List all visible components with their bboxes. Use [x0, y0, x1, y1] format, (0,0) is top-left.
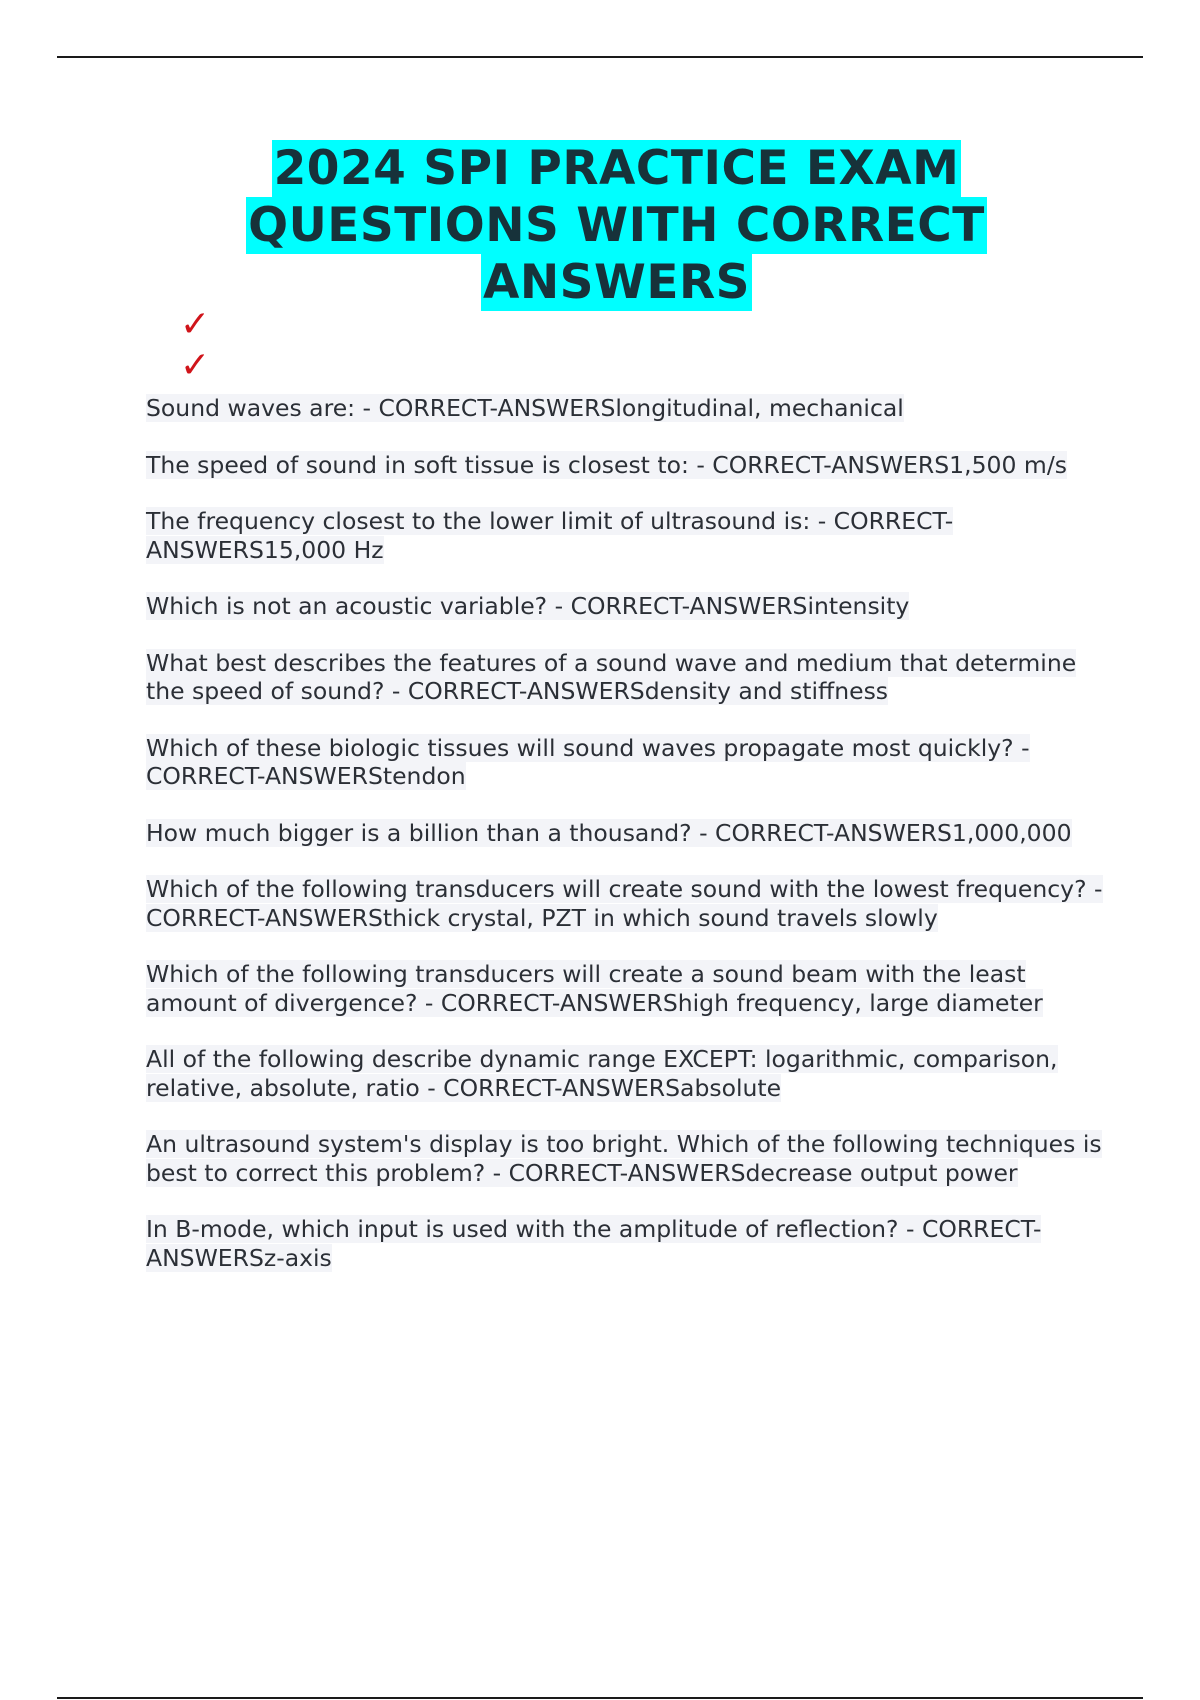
question-item	[146, 960, 1106, 1017]
question-text: Which of the following transducers will create a sound beam with the least amount of divergence? - CORRECT-ANSWERShigh frequency, large diameter	[146, 960, 1043, 1017]
question-text: Which of the following transducers will create sound with the lowest frequency? - CORRECT-ANSWERSthick crystal, PZT in which sound travels slowly	[146, 875, 1103, 932]
title-line-3: ANSWERS	[482, 255, 751, 310]
question-list	[146, 394, 1106, 1300]
question-item	[146, 507, 1106, 564]
question-text: How much bigger is a billion than a thousand? - CORRECT-ANSWERS1,000,000	[146, 818, 1072, 847]
question-item	[146, 1215, 1106, 1272]
title-line-1: 2024 SPI PRACTICE EXAM	[273, 141, 960, 196]
question-text: Sound waves are: - CORRECT-ANSWERSlongitudinal, mechanical	[146, 394, 904, 422]
checkmark-icon: ✓	[180, 304, 211, 345]
question-text: Which is not an acoustic variable? - CORRECT-ANSWERSintensity	[146, 592, 910, 620]
question-item	[146, 1045, 1106, 1102]
title-line-2: QUESTIONS WITH CORRECT	[248, 198, 985, 253]
question-item	[146, 592, 1106, 621]
question-text: The frequency closest to the lower limit of ultrasound is: - CORRECT-ANSWERS15,000 Hz	[146, 507, 954, 564]
question-item	[146, 649, 1106, 706]
question-text: All of the following describe dynamic range EXCEPT: logarithmic, comparison, relative, absolute, ratio - CORRECT-ANSWERSabsolute	[146, 1045, 1058, 1102]
question-text: An ultrasound system's display is too bright. Which of the following techniques is best to correct this problem? - CORRECT-ANSWERSdecrease output power	[146, 1130, 1102, 1187]
question-item	[146, 734, 1106, 791]
question-text: What best describes the features of a sound wave and medium that determine the speed of sound? - CORRECT-ANSWERSdensity and stiffness	[146, 648, 1077, 705]
question-item	[146, 451, 1106, 480]
check-marks	[180, 304, 210, 386]
question-text: Which of these biologic tissues will sound waves propagate most quickly? - CORRECT-ANSWERStendon	[146, 733, 1030, 790]
top-rule	[57, 56, 1143, 58]
question-item	[146, 819, 1106, 848]
question-item	[146, 1130, 1106, 1187]
page-title	[0, 140, 1200, 311]
question-item	[146, 394, 1106, 423]
question-item	[146, 875, 1106, 932]
question-text: In B-mode, which input is used with the amplitude of reflection? - CORRECT-ANSWERSz-axis	[146, 1215, 1042, 1272]
checkmark-icon: ✓	[180, 345, 211, 386]
question-text: The speed of sound in soft tissue is closest to: - CORRECT-ANSWERS1,500 m/s	[146, 450, 1067, 479]
bottom-rule	[57, 1697, 1143, 1699]
